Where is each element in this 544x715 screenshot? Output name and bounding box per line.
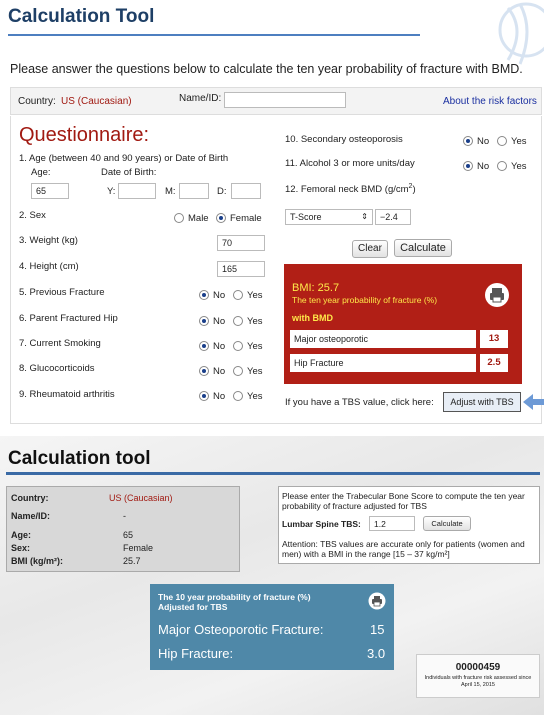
glucocorticoids-yes-radio[interactable] [233,366,243,376]
dob-year-input[interactable] [118,183,156,199]
no-label: No [213,290,226,301]
tbs-entry-box [278,486,540,564]
yes-label: Yes [247,316,263,327]
bmi-label: BMI (kg/m²): [11,556,63,566]
rheumatoid-no-radio[interactable] [199,391,209,401]
with-bmd-label: with BMD [292,313,333,323]
tbs-title-divider [6,472,540,475]
tbs-prompt: If you have a TBS value, click here: [285,397,434,408]
secondary-osteoporosis-yes-radio[interactable] [497,136,507,146]
select-arrows-icon: ⇕ [361,212,368,221]
patient-info-box [6,486,240,572]
calculate-button[interactable]: Calculate [394,239,452,257]
tbs-hip-fracture-label: Hip Fracture: [158,646,234,661]
title-divider [8,34,420,36]
alcohol-yes-radio[interactable] [497,161,507,171]
age-label: Age: [11,530,31,540]
counter-text: Individuals with fracture risk assessed since April 15, 2015 [424,675,532,688]
glucocorticoids-no-radio[interactable] [199,366,209,376]
tbs-hip-fracture-value: 3.0 [367,646,386,661]
intro-text: Please answer the questions below to calculate the ten year probability of fracture with BMD. [10,62,523,76]
no-label: No [477,161,490,172]
yes-label: Yes [247,290,263,301]
country-label: Country: [18,96,56,107]
q6-label: 6. Parent Fractured Hip [19,313,118,324]
tbs-major-fracture-label: Major Osteoporotic Fracture: [158,622,324,637]
rheumatoid-yes-radio[interactable] [233,391,243,401]
country-value[interactable]: US (Caucasian) [61,96,132,107]
sex-male-label: Male [188,213,209,224]
about-risk-factors-link[interactable]: About the risk factors [443,96,537,107]
q3-label: 3. Weight (kg) [19,235,78,246]
bmi-value: 25.7 [123,556,141,566]
assessment-counter [416,654,540,698]
sex-female-radio[interactable] [216,213,226,223]
tbs-page-title: Calculation tool [8,448,151,469]
day-label: D: [217,186,227,197]
result-panel [284,264,522,384]
no-label: No [213,366,226,377]
year-label: Y: [107,186,116,197]
yes-label: Yes [247,391,263,402]
hip-fracture-value: 2.5 [480,354,508,372]
tbs-result-heading: The 10 year probability of fracture (%) Adjusted for TBS [158,592,311,612]
bmd-type-select[interactable]: T-Score ⇕ [285,209,373,225]
tbs-attention-note: Attention: TBS values are accurate only for patients (women and men) with a BMI in the range [15 – 37 kg/m²] [282,539,525,559]
bmd-value-input[interactable]: −2.4 [375,209,411,225]
country-label: Country: [11,493,49,503]
major-osteoporotic-label: Major osteoporotic [290,330,476,348]
age-label: Age: [31,167,51,178]
smoking-no-radio[interactable] [199,341,209,351]
q8-label: 8. Glucocorticoids [19,363,95,374]
sex-label: Sex: [11,543,31,553]
previous-fracture-yes-radio[interactable] [233,290,243,300]
no-label: No [213,391,226,402]
yes-label: Yes [511,136,527,147]
probability-text: The ten year probability of fracture (%) [292,295,438,305]
lumbar-spine-tbs-input[interactable]: 1.2 [369,516,415,531]
previous-fracture-no-radio[interactable] [199,290,209,300]
tbs-major-fracture-value: 15 [370,622,385,637]
no-label: No [213,341,226,352]
questionnaire-heading: Questionnaire: [19,124,150,146]
sex-male-radio[interactable] [174,213,184,223]
no-label: No [477,136,490,147]
age-value: 65 [123,530,134,540]
height-input[interactable]: 165 [217,261,265,277]
name-id-value: - [123,511,126,521]
tbs-calculator-panel [0,436,544,715]
q10-label: 10. Secondary osteoporosis [285,134,403,145]
q2-label: 2. Sex [19,210,46,221]
bmi-value: BMI: 25.7 [292,282,340,294]
hip-fracture-label: Hip Fracture [290,354,476,372]
arrow-left-icon [521,390,544,414]
weight-input[interactable]: 70 [217,235,265,251]
tbs-instructions: Please enter the Trabecular Bone Score to compute the ten year probability of fracture adjusted for TBS [282,491,525,511]
no-label: No [213,316,226,327]
yes-label: Yes [247,366,263,377]
clear-button[interactable]: Clear [352,240,388,258]
secondary-osteoporosis-no-radio[interactable] [463,136,473,146]
who-logo-watermark-icon [474,0,544,70]
month-label: M: [165,186,176,197]
major-osteoporotic-value: 13 [480,330,508,348]
print-icon[interactable] [484,282,510,308]
yes-label: Yes [511,161,527,172]
q4-label: 4. Height (cm) [19,261,79,272]
q12-label: 12. Femoral neck BMD $(g/cm^2)$ [285,183,416,196]
page-title: Calculation Tool [8,6,155,27]
adjust-with-tbs-button[interactable]: Adjust with TBS [443,392,521,412]
sex-female-label: Female [230,213,262,224]
name-id-label: Name/ID: [179,93,222,104]
parent-hip-no-radio[interactable] [199,316,209,326]
name-id-label: Name/ID: [11,511,51,521]
alcohol-no-radio[interactable] [463,161,473,171]
q5-label: 5. Previous Fracture [19,287,105,298]
q9-label: 9. Rheumatoid arthritis [19,389,115,400]
q1-label: 1. Age (between 40 and 90 years) or Date of Birth [19,153,229,164]
sex-value: Female [123,543,154,553]
parent-hip-yes-radio[interactable] [233,316,243,326]
country-bar [10,87,542,115]
tbs-result-panel [150,584,394,670]
country-value: US (Caucasian) [109,493,173,503]
dob-month-input[interactable] [179,183,209,199]
q7-label: 7. Current Smoking [19,338,101,349]
q11-label: 11. Alcohol 3 or more units/day [285,158,415,169]
yes-label: Yes [247,341,263,352]
name-id-input[interactable] [224,92,346,108]
age-input[interactable]: 65 [31,183,69,199]
counter-value: 00000459 [455,662,501,673]
dob-day-input[interactable] [231,183,261,199]
tbs-calculate-button[interactable]: Calculate [423,516,471,531]
dob-label: Date of Birth: [101,167,157,178]
smoking-yes-radio[interactable] [233,341,243,351]
lumbar-spine-tbs-label: Lumbar Spine TBS: [282,519,361,529]
print-icon[interactable] [368,592,386,610]
